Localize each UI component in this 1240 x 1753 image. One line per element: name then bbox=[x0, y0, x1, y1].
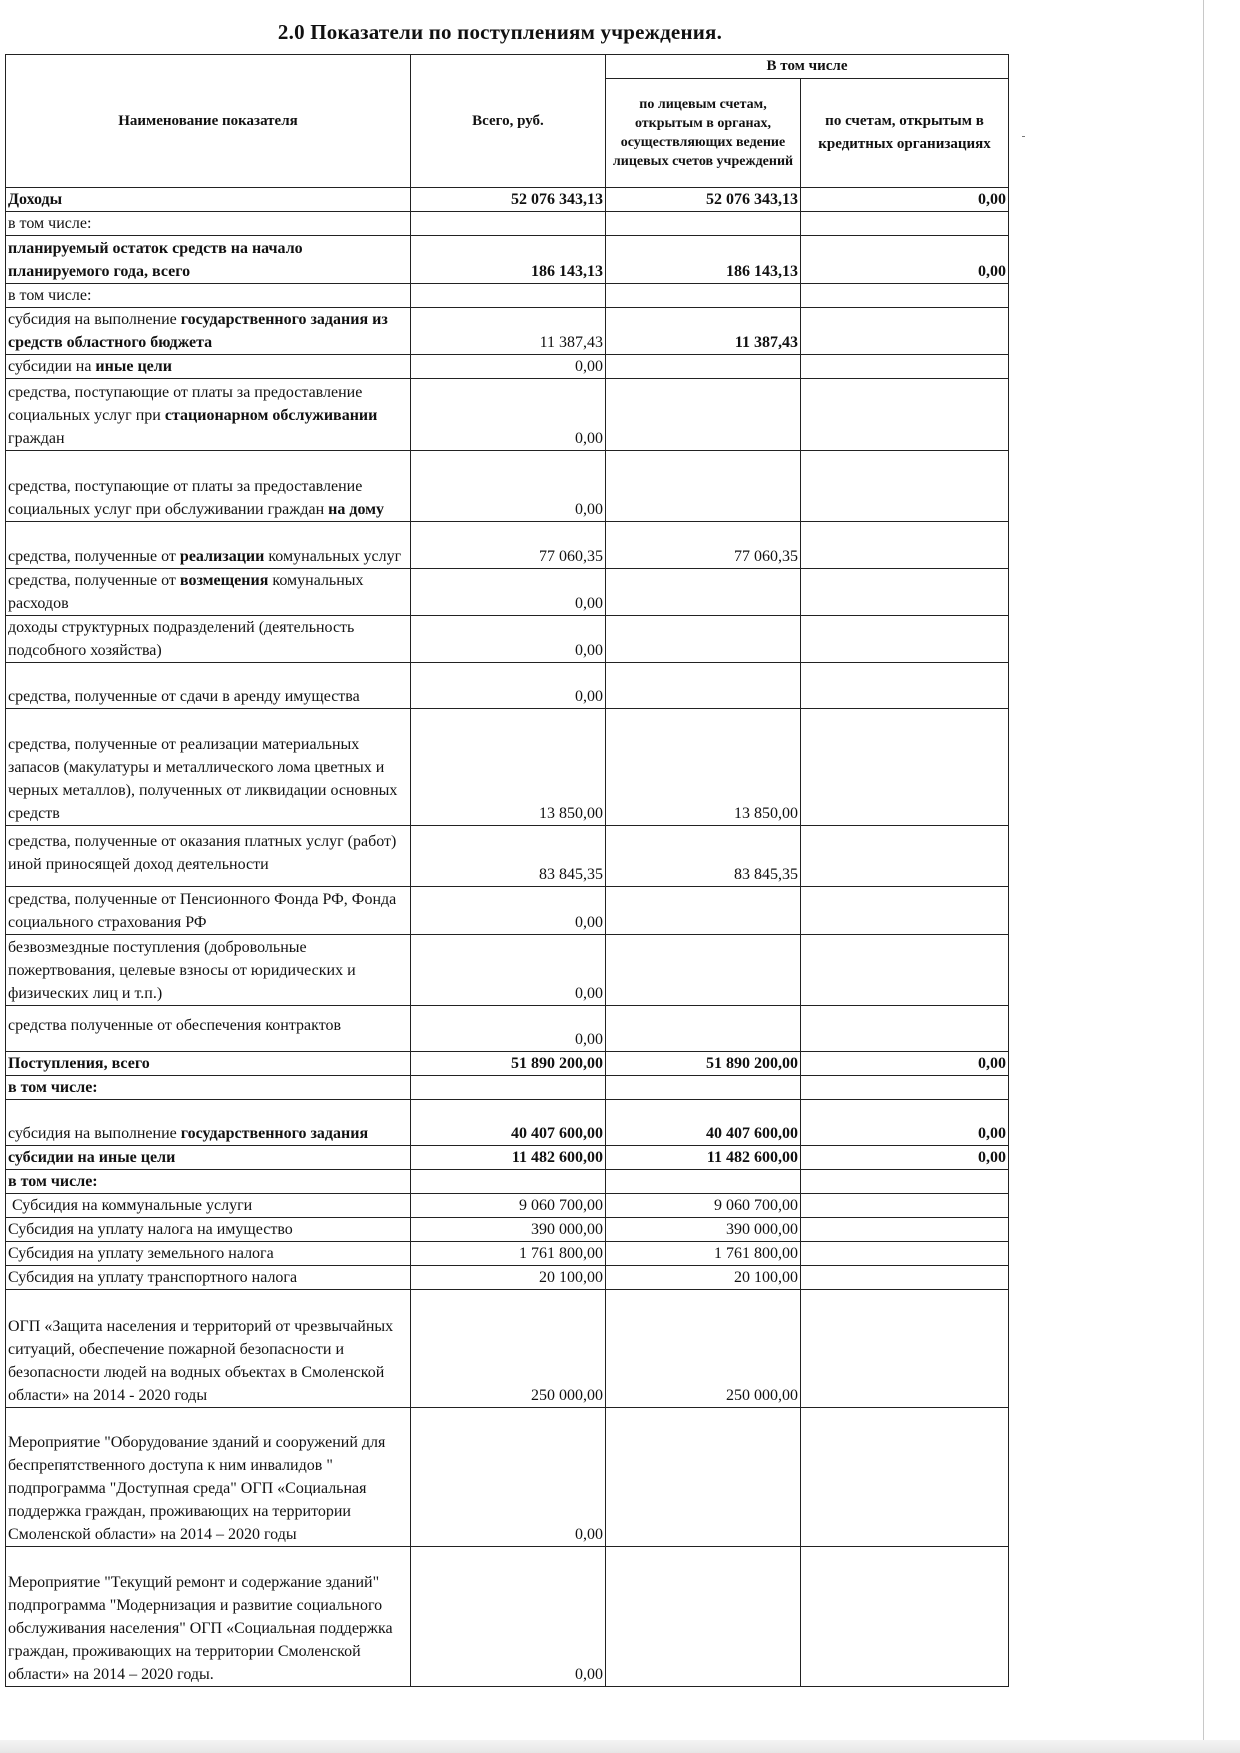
row-personal: 11 387,43 bbox=[606, 308, 801, 355]
row-name bbox=[6, 308, 411, 355]
row-credit bbox=[801, 451, 1009, 522]
row-credit bbox=[801, 379, 1009, 451]
row-total: 40 407 600,00 bbox=[411, 1100, 606, 1146]
table-row bbox=[6, 188, 1009, 212]
row-name-emph: на дому bbox=[328, 501, 385, 518]
table-row bbox=[6, 1006, 1009, 1052]
row-credit bbox=[801, 826, 1009, 887]
row-total: 0,00 bbox=[411, 616, 606, 663]
row-personal bbox=[606, 1408, 801, 1547]
row-personal bbox=[606, 1170, 801, 1194]
table-row bbox=[6, 379, 1009, 451]
row-personal bbox=[606, 935, 801, 1006]
row-name-emph: стационарном обслуживании bbox=[164, 407, 378, 424]
row-name bbox=[6, 569, 411, 616]
row-name-part: комунальных расходов bbox=[8, 572, 364, 612]
row-credit bbox=[801, 1218, 1009, 1242]
row-name: ОГП «Защита населения и территорий от чрезвычайных ситуаций, обеспечение пожарной безопасности и безопасности людей на водных объектах в Смоленской области» на 2014 - 2020 годы bbox=[6, 1290, 411, 1408]
row-name: доходы структурных подразделений (деятельность подсобного хозяйства) bbox=[6, 616, 411, 663]
row-name-emph: иные цели bbox=[95, 358, 172, 375]
row-personal bbox=[606, 616, 801, 663]
table-row bbox=[6, 522, 1009, 569]
table-row bbox=[6, 826, 1009, 887]
row-name: Мероприятие "Оборудование зданий и сооружений для беспрепятственного доступа к ним инвалидов " подпрограмма "Доступная среда" ОГП «Социальная поддержка граждан, проживающих на территории Смоленской области» на 2014 – 2020 годы bbox=[6, 1408, 411, 1547]
header-name: Наименование показателя bbox=[6, 55, 411, 188]
row-credit: 0,00 bbox=[801, 236, 1009, 284]
page-title: 2.0 Показатели по поступлениям учреждения. bbox=[277, 20, 723, 44]
row-personal: 20 100,00 bbox=[606, 1266, 801, 1290]
row-credit bbox=[801, 308, 1009, 355]
row-total: 77 060,35 bbox=[411, 522, 606, 569]
table-row bbox=[6, 308, 1009, 355]
table-row bbox=[6, 1408, 1009, 1547]
row-name-emph: реализации bbox=[179, 548, 265, 565]
header-credit-accounts: по счетам, открытым в кредитных организациях bbox=[801, 79, 1009, 188]
table-row bbox=[6, 1076, 1009, 1100]
row-name: планируемый остаток средств на начало планируемого года, всего bbox=[6, 236, 411, 284]
scan-mark bbox=[1022, 136, 1025, 137]
row-total: 0,00 bbox=[411, 1408, 606, 1547]
row-personal: 390 000,00 bbox=[606, 1218, 801, 1242]
row-total: 83 845,35 bbox=[411, 826, 606, 887]
row-name: в том числе: bbox=[6, 1170, 411, 1194]
row-credit bbox=[801, 569, 1009, 616]
row-total: 0,00 bbox=[411, 887, 606, 935]
row-personal: 1 761 800,00 bbox=[606, 1242, 801, 1266]
table-row bbox=[6, 887, 1009, 935]
row-total: 0,00 bbox=[411, 569, 606, 616]
receipts-table bbox=[5, 54, 1009, 1687]
row-credit bbox=[801, 935, 1009, 1006]
table-row bbox=[6, 616, 1009, 663]
row-name-part: граждан bbox=[8, 430, 65, 447]
header-personal-accounts: по лицевым счетам, открытым в органах, осуществляющих ведение лицевых счетов учреждений bbox=[606, 79, 801, 188]
table-row bbox=[6, 1146, 1009, 1170]
row-credit bbox=[801, 616, 1009, 663]
scan-edge-line bbox=[1203, 0, 1204, 1753]
row-credit bbox=[801, 522, 1009, 569]
row-personal bbox=[606, 887, 801, 935]
table-row bbox=[6, 663, 1009, 709]
row-personal bbox=[606, 663, 801, 709]
row-name: субсидии на иные цели bbox=[6, 1146, 411, 1170]
table-row bbox=[6, 1100, 1009, 1146]
row-name: Доходы bbox=[6, 188, 411, 212]
table-row bbox=[6, 1547, 1009, 1687]
table-row bbox=[6, 1218, 1009, 1242]
row-credit bbox=[801, 663, 1009, 709]
row-total: 11 482 600,00 bbox=[411, 1146, 606, 1170]
row-credit bbox=[801, 709, 1009, 826]
row-name bbox=[6, 355, 411, 379]
row-name bbox=[6, 1100, 411, 1146]
row-credit bbox=[801, 284, 1009, 308]
table-row bbox=[6, 1170, 1009, 1194]
row-personal bbox=[606, 355, 801, 379]
row-name bbox=[6, 451, 411, 522]
row-name-part: средства, полученные от bbox=[8, 548, 180, 565]
row-name: средства, полученные от реализации материальных запасов (макулатуры и металлического лома цветных и черных металлов), полученных от ликвидации основных средств bbox=[6, 709, 411, 826]
table-row bbox=[6, 1052, 1009, 1076]
row-total: 0,00 bbox=[411, 1006, 606, 1052]
row-name: средства, полученные от сдачи в аренду имущества bbox=[6, 663, 411, 709]
row-name-emph: возмещения bbox=[179, 572, 269, 589]
row-credit: 0,00 bbox=[801, 1146, 1009, 1170]
row-name-part: средства, поступающие от платы за предоставление социальных услуг при bbox=[8, 384, 363, 424]
row-name: Субсидия на уплату земельного налога bbox=[6, 1242, 411, 1266]
row-name: Субсидия на уплату налога на имущество bbox=[6, 1218, 411, 1242]
row-name-part: субсидия на выполнение bbox=[8, 1125, 181, 1142]
row-personal: 51 890 200,00 bbox=[606, 1052, 801, 1076]
row-credit bbox=[801, 355, 1009, 379]
row-credit bbox=[801, 1408, 1009, 1547]
row-total: 250 000,00 bbox=[411, 1290, 606, 1408]
row-personal bbox=[606, 451, 801, 522]
row-credit bbox=[801, 1290, 1009, 1408]
row-name: средства, полученные от оказания платных услуг (работ) иной приносящей доход деятельности bbox=[6, 826, 411, 887]
row-personal bbox=[606, 1547, 801, 1687]
row-name: в том числе: bbox=[6, 212, 411, 236]
table-row bbox=[6, 935, 1009, 1006]
row-name: Поступления, всего bbox=[6, 1052, 411, 1076]
row-total: 1 761 800,00 bbox=[411, 1242, 606, 1266]
row-personal: 83 845,35 bbox=[606, 826, 801, 887]
row-total: 0,00 bbox=[411, 379, 606, 451]
row-personal: 11 482 600,00 bbox=[606, 1146, 801, 1170]
row-credit bbox=[801, 1266, 1009, 1290]
table-row bbox=[6, 1290, 1009, 1408]
table-row bbox=[6, 569, 1009, 616]
row-name: средства полученные от обеспечения контрактов bbox=[6, 1006, 411, 1052]
row-name-emph: государственного задания bbox=[180, 1125, 369, 1142]
row-total: 0,00 bbox=[411, 663, 606, 709]
row-total: 51 890 200,00 bbox=[411, 1052, 606, 1076]
table-row bbox=[6, 451, 1009, 522]
row-personal: 77 060,35 bbox=[606, 522, 801, 569]
row-credit bbox=[801, 1076, 1009, 1100]
row-total: 390 000,00 bbox=[411, 1218, 606, 1242]
row-name bbox=[6, 522, 411, 569]
row-name: в том числе: bbox=[6, 284, 411, 308]
row-name: в том числе: bbox=[6, 1076, 411, 1100]
row-name-part: средства, поступающие от платы за предоставление социальных услуг при обслуживании граждан bbox=[8, 478, 363, 518]
row-personal: 250 000,00 bbox=[606, 1290, 801, 1408]
row-credit bbox=[801, 887, 1009, 935]
header-including: В том числе bbox=[606, 55, 1009, 79]
row-personal: 52 076 343,13 bbox=[606, 188, 801, 212]
table-row bbox=[6, 709, 1009, 826]
row-credit bbox=[801, 212, 1009, 236]
row-total: 186 143,13 bbox=[411, 236, 606, 284]
row-credit bbox=[801, 1194, 1009, 1218]
table-row bbox=[6, 355, 1009, 379]
row-total: 20 100,00 bbox=[411, 1266, 606, 1290]
row-name: Субсидия на коммунальные услуги bbox=[6, 1194, 411, 1218]
row-name-part: субсидии на bbox=[8, 358, 96, 375]
row-total bbox=[411, 1076, 606, 1100]
row-personal bbox=[606, 1006, 801, 1052]
row-total: 13 850,00 bbox=[411, 709, 606, 826]
table-row bbox=[6, 284, 1009, 308]
row-personal: 13 850,00 bbox=[606, 709, 801, 826]
table-row bbox=[6, 212, 1009, 236]
row-personal bbox=[606, 1076, 801, 1100]
row-personal: 186 143,13 bbox=[606, 236, 801, 284]
row-name: безвозмездные поступления (добровольные пожертвования, целевые взносы от юридических и физических лиц и т.п.) bbox=[6, 935, 411, 1006]
row-credit: 0,00 bbox=[801, 188, 1009, 212]
row-name-emph: государственного задания из средств областного бюджета bbox=[8, 311, 388, 351]
row-total: 0,00 bbox=[411, 355, 606, 379]
header-total: Всего, руб. bbox=[411, 55, 606, 188]
row-name-part: субсидия на выполнение bbox=[8, 311, 181, 328]
row-personal bbox=[606, 569, 801, 616]
row-personal bbox=[606, 212, 801, 236]
row-total: 11 387,43 bbox=[411, 308, 606, 355]
row-name-part: комунальных услуг bbox=[264, 548, 402, 565]
row-total bbox=[411, 212, 606, 236]
row-name bbox=[6, 379, 411, 451]
row-total: 0,00 bbox=[411, 935, 606, 1006]
row-personal: 9 060 700,00 bbox=[606, 1194, 801, 1218]
row-name: Субсидия на уплату транспортного налога bbox=[6, 1266, 411, 1290]
row-personal bbox=[606, 379, 801, 451]
row-credit bbox=[801, 1547, 1009, 1687]
row-total bbox=[411, 284, 606, 308]
row-name: средства, полученные от Пенсионного Фонда РФ, Фонда социального страхования РФ bbox=[6, 887, 411, 935]
row-total: 52 076 343,13 bbox=[411, 188, 606, 212]
row-credit bbox=[801, 1170, 1009, 1194]
row-personal bbox=[606, 284, 801, 308]
table-row bbox=[6, 236, 1009, 284]
scan-bottom-edge bbox=[0, 1740, 1240, 1753]
row-name: Мероприятие "Текущий ремонт и содержание зданий" подпрограмма "Модернизация и развитие социального обслуживания населения" ОГП «Социальная поддержка граждан, проживающих на территории Смоленской области» на 2014 – 2020 годы. bbox=[6, 1547, 411, 1687]
row-name-part: средства, полученные от bbox=[8, 572, 180, 589]
table-row bbox=[6, 1266, 1009, 1290]
row-credit: 0,00 bbox=[801, 1100, 1009, 1146]
row-credit bbox=[801, 1006, 1009, 1052]
row-total: 9 060 700,00 bbox=[411, 1194, 606, 1218]
row-credit: 0,00 bbox=[801, 1052, 1009, 1076]
table-row bbox=[6, 1194, 1009, 1218]
row-personal: 40 407 600,00 bbox=[606, 1100, 801, 1146]
row-total bbox=[411, 1170, 606, 1194]
row-credit bbox=[801, 1242, 1009, 1266]
table-row bbox=[6, 1242, 1009, 1266]
row-total: 0,00 bbox=[411, 1547, 606, 1687]
row-total: 0,00 bbox=[411, 451, 606, 522]
